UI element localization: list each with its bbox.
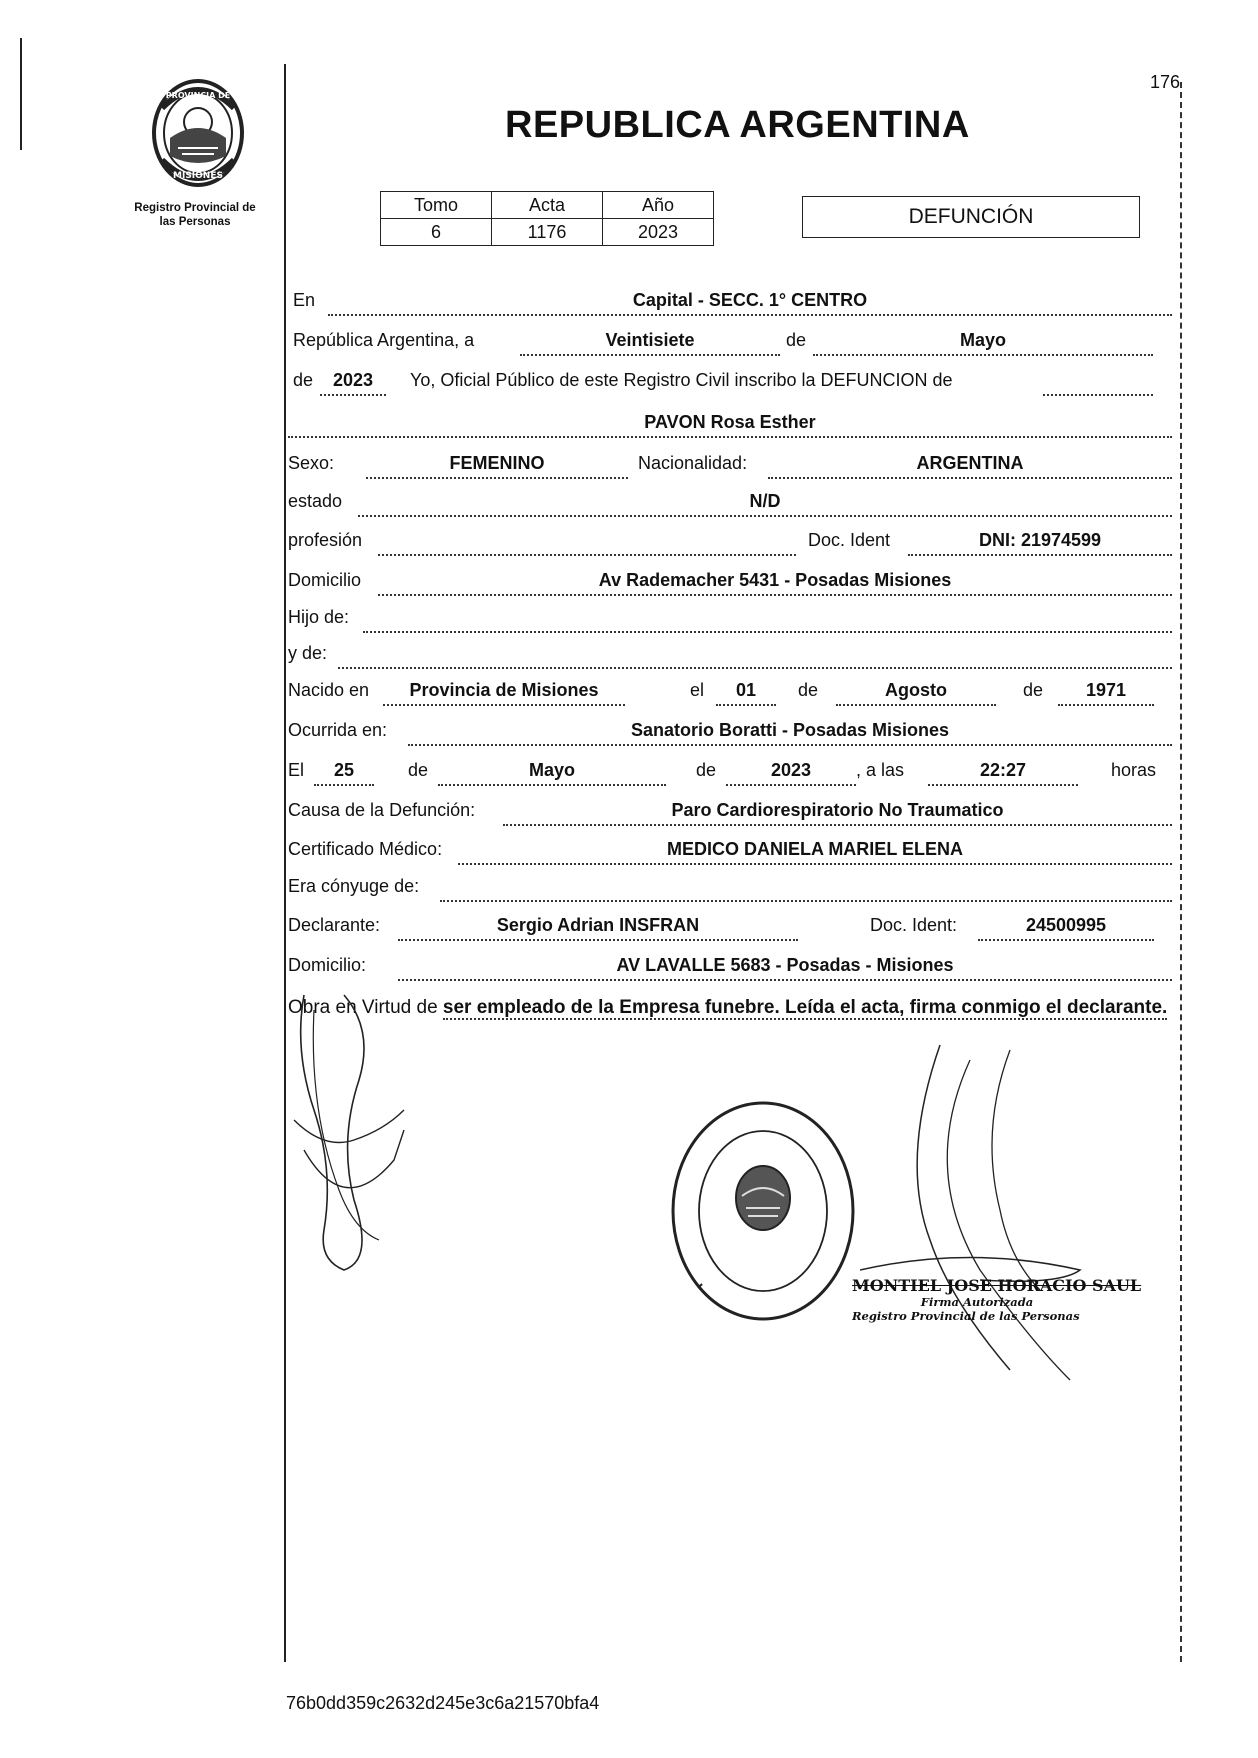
decl-domicilio-label: Domicilio: — [288, 955, 367, 975]
record-table-header: Acta — [492, 192, 603, 219]
registrar-name: MONTIEL JOSE HORACIO SAUL — [852, 1276, 1142, 1295]
official-stamp — [668, 1098, 858, 1324]
ocurrida-label: Ocurrida en: — [288, 720, 388, 740]
causa-field: Paro Cardiorespiratorio No Traumatico — [503, 800, 1172, 826]
signature-block — [852, 1276, 1142, 1323]
decl-domicilio-field: AV LAVALLE 5683 - Posadas - Misiones — [398, 955, 1172, 981]
registrar-office: Registro Provincial de las Personas — [852, 1309, 1080, 1323]
certificado-field: MEDICO DANIELA MARIEL ELENA — [458, 839, 1172, 865]
declarant-signature — [284, 990, 444, 1290]
record-table — [380, 191, 714, 246]
sexo-field: FEMENINO — [366, 453, 628, 479]
conyuge-field — [440, 876, 1172, 902]
row-yde — [288, 643, 1172, 669]
sexo-label: Sexo: — [288, 453, 335, 473]
registry-caption-line1: Registro Provincial de — [134, 202, 256, 214]
row-deceased — [288, 412, 1172, 438]
declarante-field: Sergio Adrian INSFRAN — [398, 915, 798, 941]
month-field: Mayo — [813, 330, 1153, 356]
estado-field: N/D — [358, 491, 1172, 517]
el-label: el — [690, 680, 705, 700]
document-hash: 76b0dd359c2632d245e3c6a21570bfa4 — [286, 1693, 600, 1713]
de-label: de — [786, 330, 807, 350]
record-table-value: 1176 — [492, 219, 603, 246]
seal-text-bottom: MISIONES — [173, 171, 223, 181]
row-decl-domicilio — [288, 955, 1172, 981]
yde-label: y de: — [288, 643, 328, 663]
obra-label: Obra en Virtud de — [288, 997, 438, 1018]
oficial-tail-field — [1043, 370, 1153, 396]
birth-month-field: Agosto — [836, 680, 996, 706]
record-table-value: 2023 — [603, 219, 714, 246]
registrar-title: Firma Autorizada — [920, 1295, 1034, 1309]
estado-label: estado — [288, 491, 343, 511]
death-time-field: 22:27 — [928, 760, 1078, 786]
record-table-header-row — [381, 192, 714, 219]
en-label: En — [293, 290, 316, 310]
year-prefix-label: de — [293, 370, 314, 390]
hijo-field — [363, 607, 1172, 633]
profesion-label: profesión — [288, 530, 363, 550]
declarante-label: Declarante: — [288, 915, 381, 935]
decl-doc-field: 24500995 — [978, 915, 1154, 941]
nacionalidad-field: ARGENTINA — [768, 453, 1172, 479]
profesion-field — [378, 530, 796, 556]
row-nacido — [288, 680, 1172, 706]
republica-label: República Argentina, a — [293, 330, 475, 350]
provincial-seal-logo — [150, 78, 246, 188]
obra-text: ser empleado de la Empresa funebre. Leída el acta, firma conmigo el declarante. — [442, 997, 1168, 1018]
row-profesion — [288, 530, 1172, 556]
row-causa — [288, 800, 1172, 826]
row-year — [288, 370, 1172, 396]
alas-label: , a las — [856, 760, 905, 780]
birth-year-field: 1971 — [1058, 680, 1154, 706]
place-field: Capital - SECC. 1° CENTRO — [328, 290, 1172, 316]
birth-de1-label: de — [798, 680, 819, 700]
horas-label: horas — [1111, 760, 1157, 780]
page-title: REPUBLICA ARGENTINA — [505, 104, 970, 146]
doc-label: Doc. Ident — [808, 530, 891, 550]
row-declarante — [288, 915, 1172, 941]
seal-text-top: PROVINCIA DE — [165, 91, 231, 100]
row-place — [288, 290, 1172, 316]
nacido-lugar-field: Provincia de Misiones — [383, 680, 625, 706]
margin-rule-left-outer — [20, 38, 22, 150]
conyuge-label: Era cónyuge de: — [288, 876, 420, 896]
birth-de2-label: de — [1023, 680, 1044, 700]
death-month-field: Mayo — [438, 760, 666, 786]
hijo-label: Hijo de: — [288, 607, 350, 627]
record-table-value: 6 — [381, 219, 492, 246]
death-day-field: 25 — [314, 760, 374, 786]
registry-caption — [120, 201, 270, 229]
domicilio-label: Domicilio — [288, 570, 362, 590]
certificado-label: Certificado Médico: — [288, 839, 443, 859]
margin-rule-right — [1180, 82, 1182, 1662]
death-de2-label: de — [696, 760, 717, 780]
death-de1-label: de — [408, 760, 429, 780]
row-hijo — [288, 607, 1172, 633]
birth-day-field: 01 — [716, 680, 776, 706]
registry-caption-line2: las Personas — [159, 216, 231, 228]
domicilio-field: Av Rademacher 5431 - Posadas Misiones — [378, 570, 1172, 596]
causa-label: Causa de la Defunción: — [288, 800, 476, 820]
registrar-signature — [860, 1040, 1100, 1390]
record-table-value-row — [381, 219, 714, 246]
el2-label: El — [288, 760, 305, 780]
nacionalidad-label: Nacionalidad: — [638, 453, 748, 473]
record-type-box: DEFUNCIÓN — [802, 196, 1140, 238]
row-conyuge — [288, 876, 1172, 902]
row-ocurrida — [288, 720, 1172, 746]
row-sexo — [288, 453, 1172, 479]
row-death-date — [288, 760, 1172, 786]
yde-field — [338, 643, 1172, 669]
day-words-field: Veintisiete — [520, 330, 780, 356]
margin-rule-left — [284, 64, 286, 1662]
page-number: 176 — [1150, 72, 1181, 92]
deceased-name-field: PAVON Rosa Esther — [288, 412, 1172, 438]
row-certificado — [288, 839, 1172, 865]
doc-field: DNI: 21974599 — [908, 530, 1172, 556]
row-domicilio — [288, 570, 1172, 596]
year-field: 2023 — [320, 370, 386, 396]
ocurrida-field: Sanatorio Boratti - Posadas Misiones — [408, 720, 1172, 746]
death-year-field: 2023 — [726, 760, 856, 786]
record-table-header: Tomo — [381, 192, 492, 219]
record-table-header: Año — [603, 192, 714, 219]
row-estado — [288, 491, 1172, 517]
row-date — [288, 330, 1172, 356]
oficial-text: Yo, Oficial Público de este Registro Civil inscribo la DEFUNCION de — [410, 370, 953, 390]
decl-doc-label: Doc. Ident: — [870, 915, 958, 935]
nacido-label: Nacido en — [288, 680, 370, 700]
